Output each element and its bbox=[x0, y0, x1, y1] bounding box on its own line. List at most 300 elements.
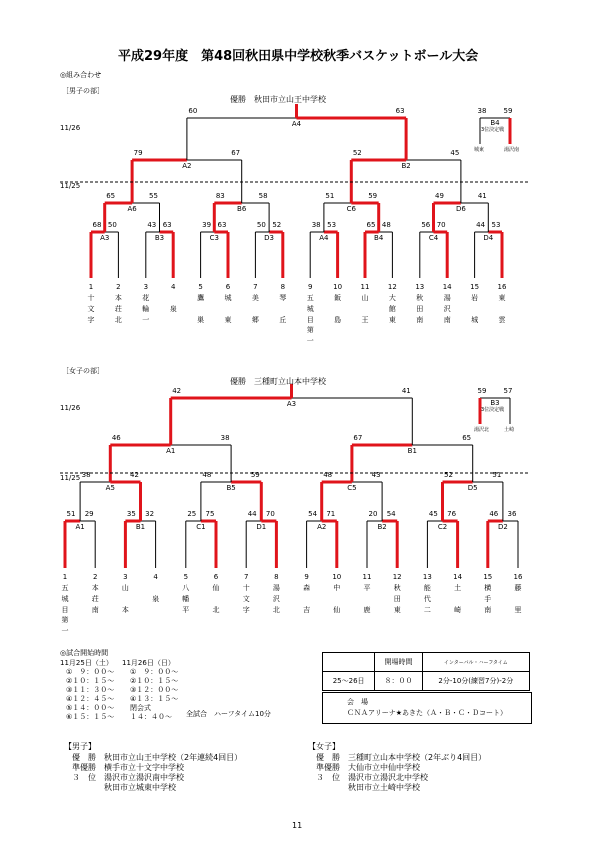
girls-qf-2-score-right: 43 bbox=[371, 471, 381, 479]
girls-team-7 bbox=[238, 572, 254, 615]
girls-sf-0-score-right: 38 bbox=[220, 434, 230, 442]
boys-team-6 bbox=[220, 282, 236, 325]
girls-result-line: 優 勝 三種町立山本中学校（2年ぶり4回目） bbox=[316, 753, 487, 762]
boys-sf-0-score-right: 67 bbox=[231, 149, 241, 157]
girls-r1-1-score-right: 32 bbox=[145, 510, 155, 518]
boys-r1-1-match-label: B3 bbox=[154, 234, 165, 242]
team-seed-number: 4 bbox=[153, 573, 158, 581]
boys-r1-3-match-label: D3 bbox=[264, 234, 275, 242]
team-name-char: 城 bbox=[224, 293, 232, 302]
team-name-char: 森 bbox=[303, 583, 311, 592]
boys-qf-2-match-label: C6 bbox=[346, 205, 356, 213]
team-name-char: 幡 bbox=[182, 594, 190, 603]
team-name-char: 美 bbox=[251, 293, 259, 302]
team-seed-number: 13 bbox=[422, 573, 432, 581]
team-seed-number: 10 bbox=[333, 283, 343, 291]
team-name-char bbox=[329, 594, 345, 605]
team-name-char: 沢 bbox=[272, 594, 280, 603]
open-table-header-blank bbox=[323, 653, 375, 672]
team-name-char: 崎 bbox=[454, 605, 462, 614]
boys-qf-1-match-label: B6 bbox=[237, 205, 247, 213]
boys-third-score-left: 38 bbox=[477, 107, 487, 115]
team-seed-number: 8 bbox=[280, 283, 286, 291]
boys-team-14 bbox=[439, 282, 455, 325]
girls-r1-5-match-label: B2 bbox=[377, 523, 387, 531]
boys-r1-3-score-left: 50 bbox=[256, 221, 266, 229]
girls-r1-3-match-label: D1 bbox=[256, 523, 267, 531]
girls-r1-2-match-label: C1 bbox=[196, 523, 206, 531]
girls-sf-0-match-label: A1 bbox=[166, 447, 176, 455]
schedule-day2-item: ① ９：００～ bbox=[130, 668, 179, 676]
open-table-header-interval: インターバル・ハーフタイム bbox=[422, 653, 529, 672]
boys-result-line: 優 勝 秋田市立山王中学校（2年連続4回目） bbox=[72, 753, 243, 762]
boys-date-top: 11/26 bbox=[60, 124, 81, 132]
team-name-char: 手 bbox=[484, 594, 492, 603]
boys-r1-6-score-right: 70 bbox=[436, 221, 446, 229]
girls-result-line: 準優勝 大仙市立中仙中学校 bbox=[316, 763, 420, 772]
team-seed-number: 11 bbox=[360, 283, 370, 291]
team-name-char: 目 bbox=[61, 605, 69, 614]
team-name-char: 本 bbox=[114, 293, 122, 302]
boys-date-bottom: 11/25 bbox=[60, 182, 81, 190]
schedule-note: 全試合 ハーフタイム10分 bbox=[186, 710, 271, 718]
girls-sf-1-score-right: 65 bbox=[462, 434, 472, 442]
team-name-char bbox=[450, 594, 466, 605]
team-name-char: 秋 bbox=[416, 293, 424, 302]
girls-sf-0-score-left: 46 bbox=[111, 434, 121, 442]
team-name-char: 第 bbox=[306, 326, 314, 335]
team-name-char: 五 bbox=[306, 293, 314, 302]
team-name-char bbox=[494, 304, 510, 315]
boys-team-15 bbox=[467, 282, 483, 325]
team-name-char: 南 bbox=[91, 605, 99, 614]
boys-r1-4-score-left: 38 bbox=[311, 221, 321, 229]
team-name-char: 鹿 bbox=[363, 605, 371, 614]
girls-qf-3-match-label: D5 bbox=[467, 484, 478, 492]
boys-r1-7-score-left: 44 bbox=[476, 221, 486, 229]
girls-r1-6-match-label: C2 bbox=[437, 523, 448, 531]
team-name-char: 東 bbox=[224, 315, 232, 324]
girls-r1-5-score-left: 20 bbox=[368, 510, 378, 518]
team-name-char bbox=[117, 594, 133, 605]
team-name-char bbox=[510, 594, 526, 605]
open-time-table bbox=[322, 652, 530, 691]
girls-third-label: B3 bbox=[490, 399, 500, 407]
team-seed-number: 1 bbox=[62, 573, 68, 581]
boys-result-line: 準優勝 横手市立十文字中学校 bbox=[72, 763, 184, 772]
girls-results-heading: 【女子】 bbox=[308, 742, 340, 751]
girls-qf-2-match-label: C5 bbox=[347, 484, 357, 492]
team-name-char bbox=[208, 594, 224, 605]
girls-team-1 bbox=[57, 572, 73, 637]
team-name-char: 東 bbox=[388, 315, 396, 324]
team-name-char: 本 bbox=[91, 583, 99, 592]
girls-r1-2-score-left: 25 bbox=[187, 510, 197, 518]
boys-r1-1-score-right: 63 bbox=[162, 221, 172, 229]
schedule-heading: ◎試合開始時間 bbox=[60, 649, 109, 657]
girls-date-bottom: 11/25 bbox=[60, 474, 81, 482]
team-seed-number: 15 bbox=[470, 283, 480, 291]
team-name-char: 北 bbox=[114, 315, 122, 324]
boys-champion: 優勝 秋田市立山王中学校 bbox=[230, 95, 326, 104]
boys-qf-2-score-left: 51 bbox=[325, 192, 335, 200]
team-name-char: 文 bbox=[242, 594, 250, 603]
team-name-char bbox=[359, 594, 375, 605]
open-table-header-time: 開場時間 bbox=[375, 653, 422, 672]
team-name-char: 岩 bbox=[471, 293, 479, 302]
team-seed-number: 6 bbox=[213, 573, 219, 581]
boys-r1-2-score-left: 39 bbox=[202, 221, 212, 229]
girls-r1-3-score-left: 44 bbox=[247, 510, 257, 518]
team-name-char: 十 bbox=[87, 293, 95, 302]
boys-team-12 bbox=[384, 282, 400, 325]
team-name-char: 吉 bbox=[303, 605, 311, 614]
team-name-char: 荘 bbox=[91, 594, 99, 603]
team-name-char: 平 bbox=[182, 605, 190, 614]
boys-r1-7-match-label: D4 bbox=[483, 234, 494, 242]
team-name-char: 大 bbox=[388, 293, 396, 302]
boys-r1-2-match-label: C3 bbox=[209, 234, 219, 242]
girls-section-label: ［女子の部］ bbox=[62, 367, 104, 375]
boys-team-7 bbox=[247, 282, 263, 325]
boys-final-score-right: 63 bbox=[395, 107, 405, 115]
boys-r1-7-score-right: 53 bbox=[491, 221, 501, 229]
boys-qf-0-match-label: A6 bbox=[127, 205, 137, 213]
schedule-day1-item: ⑥１５：１５～ bbox=[66, 713, 115, 721]
team-name-char: 山 bbox=[361, 293, 369, 302]
girls-team-15 bbox=[480, 572, 496, 615]
boys-qf-2-score-right: 59 bbox=[368, 192, 378, 200]
girls-team-8 bbox=[268, 572, 284, 615]
team-name-char: 北 bbox=[212, 605, 220, 614]
team-seed-number: 9 bbox=[304, 573, 309, 581]
boys-r1-4-score-right: 53 bbox=[327, 221, 337, 229]
boys-third-score-right: 59 bbox=[503, 107, 513, 115]
girls-third-score-right: 57 bbox=[503, 387, 513, 395]
girls-r1-6-score-left: 45 bbox=[428, 510, 438, 518]
team-seed-number: 5 bbox=[198, 283, 203, 291]
schedule-day2-item: ③１２：００～ bbox=[130, 686, 179, 694]
team-name-char: 田 bbox=[393, 594, 401, 603]
team-seed-number: 16 bbox=[513, 573, 523, 581]
girls-team-16 bbox=[510, 572, 526, 615]
schedule-day2-item: 閉会式 bbox=[130, 704, 151, 712]
team-name-char: 島 bbox=[334, 315, 342, 324]
team-seed-number: 5 bbox=[183, 573, 189, 581]
schedule-day1-item: ① ９：００～ bbox=[66, 668, 115, 676]
team-name-char: 南 bbox=[484, 605, 492, 614]
girls-r1-7-match-label: D2 bbox=[497, 523, 508, 531]
girls-third-team-left: 湯沢北 bbox=[474, 427, 490, 433]
team-name-char: 城 bbox=[471, 315, 479, 324]
team-name-char: 横 bbox=[484, 583, 492, 592]
boys-team-2 bbox=[110, 282, 126, 325]
boys-team-5 bbox=[193, 282, 209, 325]
girls-team-10 bbox=[329, 572, 345, 615]
girls-team-9 bbox=[299, 572, 315, 615]
team-name-char: 仙 bbox=[333, 605, 341, 614]
team-seed-number: 12 bbox=[392, 573, 402, 581]
boys-team-13 bbox=[412, 282, 428, 325]
team-name-char: 本 bbox=[121, 605, 129, 614]
boys-r1-6-score-left: 56 bbox=[421, 221, 431, 229]
pairing-label: ◎組み合わせ bbox=[60, 71, 102, 79]
boys-qf-3-match-label: D6 bbox=[455, 205, 466, 213]
team-name-char: 二 bbox=[423, 605, 431, 614]
girls-sf-1-score-left: 67 bbox=[353, 434, 363, 442]
team-seed-number: 14 bbox=[442, 283, 452, 291]
schedule-day1-item: ③１１：３０～ bbox=[66, 686, 115, 694]
team-name-char bbox=[165, 315, 181, 326]
girls-result-line: 秋田市立土崎中学校 bbox=[316, 783, 420, 792]
boys-team-10 bbox=[330, 282, 346, 325]
boys-r1-1-score-left: 43 bbox=[147, 221, 157, 229]
girls-final-score-left: 42 bbox=[172, 387, 182, 395]
team-name-char: 丘 bbox=[279, 315, 287, 324]
open-table-open-time: ８：００ bbox=[375, 672, 422, 691]
team-name-char: 五 bbox=[61, 583, 69, 592]
team-name-char bbox=[247, 304, 263, 315]
girls-r1-5-score-right: 54 bbox=[386, 510, 396, 518]
girls-third-score-left: 59 bbox=[477, 387, 487, 395]
boys-section-label: ［男子の部］ bbox=[62, 87, 104, 95]
boys-r1-5-match-label: B4 bbox=[374, 234, 384, 242]
girls-champion: 優勝 三種町立山本中学校 bbox=[230, 377, 326, 386]
team-name-char: 城 bbox=[61, 594, 69, 603]
boys-result-line: ３ 位 湯沢市立湯沢南中学校 bbox=[72, 773, 184, 782]
team-name-char: 鷹 bbox=[197, 293, 205, 302]
boys-third-note: 3位決定戦 bbox=[481, 127, 505, 133]
team-seed-number: 10 bbox=[332, 573, 342, 581]
girls-r1-7-score-left: 46 bbox=[489, 510, 499, 518]
boys-qf-1-score-left: 83 bbox=[215, 192, 225, 200]
girls-r1-4-score-left: 54 bbox=[308, 510, 318, 518]
team-name-char: 文 bbox=[87, 304, 95, 313]
girls-sf-1-match-label: B1 bbox=[407, 447, 417, 455]
boys-qf-3-score-left: 49 bbox=[435, 192, 444, 200]
team-name-char: 巣 bbox=[197, 315, 205, 324]
schedule-day1-item: ⑤１４：００～ bbox=[66, 704, 115, 712]
boys-r1-5-score-left: 65 bbox=[366, 221, 376, 229]
girls-team-11 bbox=[359, 572, 375, 615]
team-name-char bbox=[357, 304, 373, 315]
team-name-char: 湯 bbox=[443, 293, 451, 302]
girls-r1-3-score-right: 70 bbox=[265, 510, 275, 518]
team-seed-number: 7 bbox=[253, 283, 258, 291]
girls-r1-1-match-label: B1 bbox=[135, 523, 146, 531]
girls-qf-3-score-left: 52 bbox=[444, 471, 453, 479]
boys-third-team-right: 湯沢南 bbox=[504, 147, 520, 153]
team-name-char: 字 bbox=[242, 605, 250, 614]
schedule-day1-item: ④１２：４５～ bbox=[66, 695, 115, 703]
team-seed-number: 3 bbox=[123, 573, 128, 581]
girls-final-score-right: 41 bbox=[401, 387, 411, 395]
team-name-char: 仙 bbox=[212, 583, 220, 592]
girls-qf-1-match-label: B5 bbox=[226, 484, 236, 492]
team-name-char bbox=[299, 594, 315, 605]
girls-team-4 bbox=[148, 572, 164, 615]
girls-r1-2-score-right: 75 bbox=[205, 510, 215, 518]
girls-r1-1-score-left: 35 bbox=[126, 510, 136, 518]
girls-r1-0-match-label: A1 bbox=[75, 523, 85, 531]
boys-team-3 bbox=[138, 282, 154, 325]
team-name-char: 沢 bbox=[443, 304, 451, 313]
team-name-char bbox=[148, 583, 164, 594]
team-name-char: 泉 bbox=[152, 594, 160, 603]
team-name-char: 土 bbox=[454, 583, 462, 592]
team-name-char: 雲 bbox=[498, 315, 506, 324]
open-table-interval: 2分-10分(練習7分)-2分 bbox=[422, 672, 529, 691]
schedule-day2-label: 11月26日（日） bbox=[122, 659, 175, 667]
team-name-char: 目 bbox=[306, 315, 314, 324]
team-name-char: 中 bbox=[333, 583, 341, 592]
team-name-char: 田 bbox=[416, 304, 424, 313]
boys-team-4 bbox=[165, 282, 181, 325]
team-seed-number: 7 bbox=[243, 573, 249, 581]
boys-third-label: B4 bbox=[490, 119, 500, 127]
girls-r1-6-score-right: 76 bbox=[447, 510, 457, 518]
girls-qf-0-match-label: A5 bbox=[105, 484, 115, 492]
girls-qf-1-score-left: 48 bbox=[202, 471, 212, 479]
team-name-char bbox=[148, 605, 164, 616]
team-name-char: 第 bbox=[61, 616, 69, 625]
team-name-char bbox=[220, 304, 236, 315]
team-name-char: 一 bbox=[142, 315, 150, 324]
boys-r1-0-score-left: 68 bbox=[92, 221, 102, 229]
girls-team-2 bbox=[87, 572, 103, 615]
girls-r1-0-score-left: 51 bbox=[66, 510, 76, 518]
team-seed-number: 2 bbox=[92, 573, 98, 581]
team-name-char: 秋 bbox=[393, 583, 401, 592]
girls-final-match-label: A3 bbox=[286, 400, 297, 408]
team-seed-number: 15 bbox=[483, 573, 493, 581]
team-seed-number: 16 bbox=[497, 283, 507, 291]
girls-date-top: 11/26 bbox=[60, 404, 81, 412]
girls-team-12 bbox=[389, 572, 405, 615]
girls-result-line: ３ 位 湯沢市立湯沢北中学校 bbox=[316, 773, 428, 782]
team-name-char: 南 bbox=[443, 315, 451, 324]
team-seed-number: 1 bbox=[88, 283, 94, 291]
girls-qf-3-score-right: 51 bbox=[492, 471, 502, 479]
boys-third-team-left: 城東 bbox=[474, 147, 485, 153]
boys-r1-4-match-label: A4 bbox=[319, 234, 329, 242]
schedule-day1-item: ②１０：１５～ bbox=[66, 677, 115, 685]
team-name-char: 輪 bbox=[142, 304, 150, 313]
team-seed-number: 3 bbox=[143, 283, 149, 291]
team-name-char: 里 bbox=[514, 605, 522, 614]
boys-sf-0-score-left: 79 bbox=[133, 149, 143, 157]
boys-results-heading: 【男子】 bbox=[64, 742, 96, 751]
girls-third-note: 3位決定戦 bbox=[481, 407, 505, 413]
schedule-day2-item: １４：４０～ bbox=[130, 713, 172, 721]
boys-r1-0-score-right: 50 bbox=[107, 221, 117, 229]
team-name-char: 城 bbox=[306, 304, 314, 313]
team-seed-number: 4 bbox=[170, 283, 176, 291]
girls-team-6 bbox=[208, 572, 224, 615]
page-number: 11 bbox=[292, 821, 303, 830]
girls-team-14 bbox=[450, 572, 466, 615]
team-name-char bbox=[275, 304, 291, 315]
girls-qf-0-score-left: 38 bbox=[81, 471, 91, 479]
girls-third-team-right: 土崎 bbox=[504, 427, 515, 433]
boys-final-score-left: 60 bbox=[188, 107, 198, 115]
team-seed-number: 13 bbox=[415, 283, 425, 291]
team-seed-number: 12 bbox=[387, 283, 397, 291]
venue-label: 会 場 bbox=[347, 698, 368, 706]
team-name-char: 字 bbox=[87, 315, 95, 324]
team-seed-number: 9 bbox=[307, 283, 313, 291]
team-seed-number: 2 bbox=[116, 283, 121, 291]
team-name-char: 東 bbox=[498, 293, 506, 302]
team-name-char: 花 bbox=[142, 293, 150, 302]
boys-final-match-label: A4 bbox=[291, 120, 302, 128]
team-name-char bbox=[193, 304, 209, 315]
team-name-char: 湯 bbox=[272, 583, 280, 592]
boys-sf-1-match-label: B2 bbox=[401, 162, 411, 170]
venue-box bbox=[322, 692, 532, 724]
boys-team-9 bbox=[302, 282, 318, 347]
girls-team-13 bbox=[419, 572, 435, 615]
girls-team-5 bbox=[178, 572, 194, 615]
girls-qf-1-score-right: 59 bbox=[250, 471, 260, 479]
team-name-char: 山 bbox=[121, 583, 129, 592]
team-name-char: 荘 bbox=[114, 304, 122, 313]
boys-team-8 bbox=[275, 282, 291, 325]
team-name-char: 十 bbox=[242, 583, 250, 592]
boys-team-16 bbox=[494, 282, 510, 325]
team-seed-number: 14 bbox=[453, 573, 463, 581]
boys-team-11 bbox=[357, 282, 373, 325]
team-name-char: 平 bbox=[363, 583, 371, 592]
boys-r1-0-match-label: A3 bbox=[100, 234, 110, 242]
boys-r1-6-match-label: C4 bbox=[428, 234, 439, 242]
team-name-char: 飯 bbox=[334, 293, 342, 302]
team-name-char: 館 bbox=[388, 304, 396, 313]
boys-r1-2-score-right: 63 bbox=[217, 221, 227, 229]
team-name-char bbox=[467, 304, 483, 315]
team-name-char: 郷 bbox=[251, 315, 259, 324]
girls-qf-0-score-right: 42 bbox=[130, 471, 139, 479]
boys-qf-0-score-left: 65 bbox=[106, 192, 116, 200]
girls-r1-4-match-label: A2 bbox=[317, 523, 327, 531]
girls-r1-4-score-right: 71 bbox=[326, 510, 336, 518]
boys-qf-0-score-right: 55 bbox=[149, 192, 158, 200]
open-table-dates: 25～26日 bbox=[323, 672, 375, 691]
schedule-day2-item: ②１０：１５～ bbox=[130, 677, 179, 685]
team-name-char: 一 bbox=[61, 627, 69, 636]
team-name-char: 能 bbox=[423, 583, 431, 592]
team-seed-number: 8 bbox=[274, 573, 279, 581]
venue-name: ＣＮＡアリーナ★あきた（Ａ・Ｂ・Ｃ・Ｄコート） bbox=[347, 709, 507, 717]
team-name-char: 東 bbox=[393, 605, 401, 614]
team-name-char: 王 bbox=[361, 315, 369, 324]
girls-r1-0-score-right: 29 bbox=[84, 510, 94, 518]
girls-team-3 bbox=[117, 572, 133, 615]
boys-qf-3-score-right: 41 bbox=[477, 192, 487, 200]
team-name-char: 琴 bbox=[279, 293, 287, 302]
girls-qf-2-score-left: 48 bbox=[323, 471, 333, 479]
team-seed-number: 11 bbox=[362, 573, 372, 581]
schedule-day2-item: ④１３：１５～ bbox=[130, 695, 179, 703]
boys-sf-1-score-left: 52 bbox=[352, 149, 362, 157]
team-seed-number: 6 bbox=[225, 283, 231, 291]
team-name-char: 一 bbox=[306, 337, 314, 346]
team-name-char: 泉 bbox=[169, 304, 177, 313]
boys-r1-3-score-right: 52 bbox=[272, 221, 282, 229]
team-name-char: 北 bbox=[272, 605, 280, 614]
boys-qf-1-score-right: 58 bbox=[258, 192, 268, 200]
team-name-char bbox=[330, 304, 346, 315]
